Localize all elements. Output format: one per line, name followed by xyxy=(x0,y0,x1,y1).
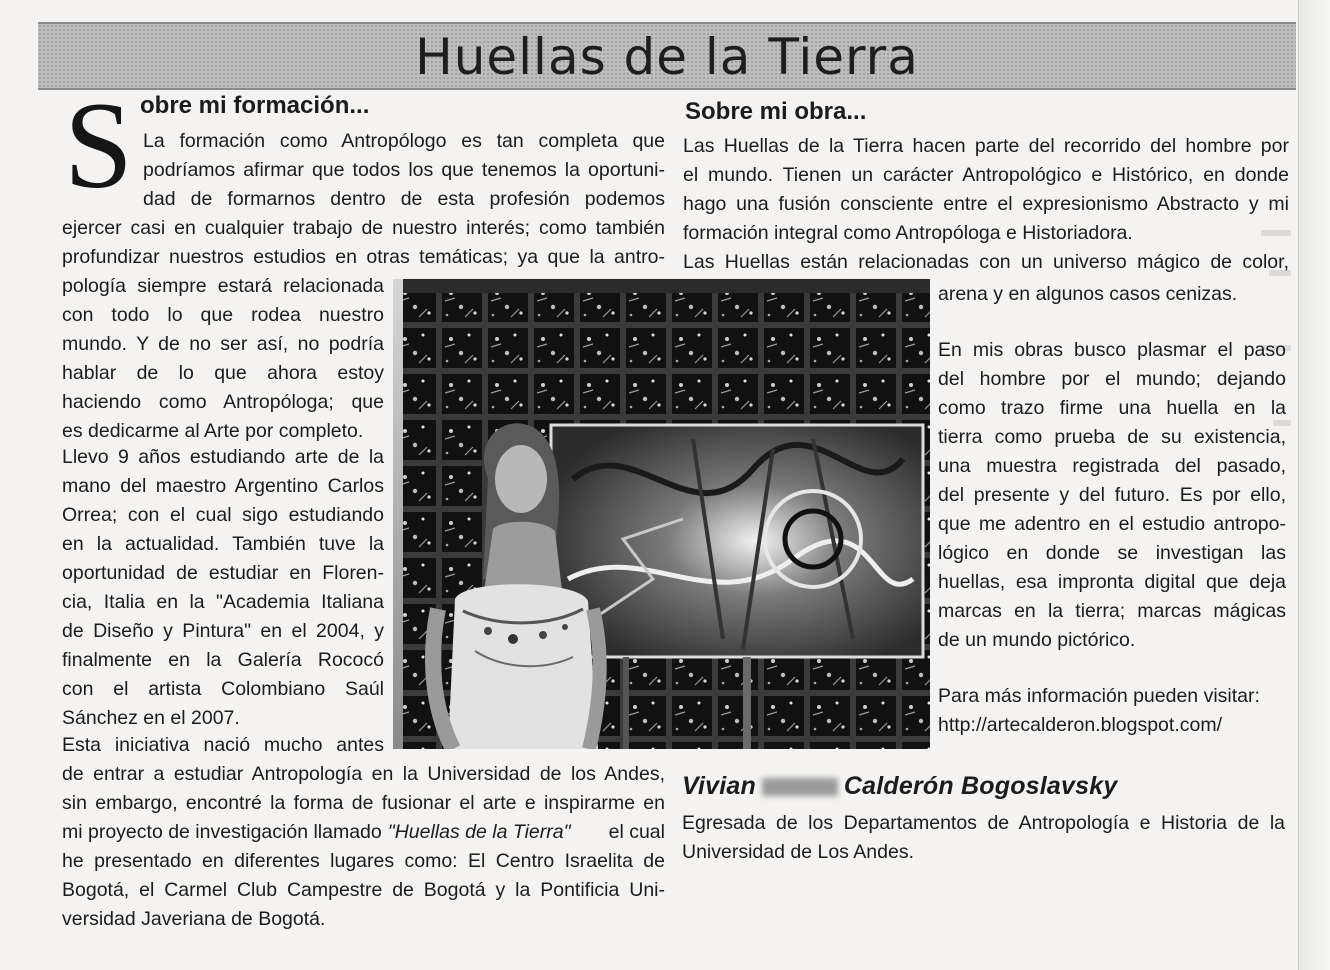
author-bio-line: Egresada de los Departamentos de Antropología e Historia de la xyxy=(682,812,1285,834)
body-line: Sánchez en el 2007. xyxy=(62,707,240,729)
body-line: de un mundo pictórico. xyxy=(938,629,1136,651)
body-line: podríamos afirmar que todos los que tenemos la oportuni- xyxy=(143,159,665,181)
section-heading-obra: Sobre mi obra... xyxy=(685,98,867,125)
project-name: "Huellas de la Tierra" xyxy=(387,821,571,843)
page-title: Huellas de la Tierra xyxy=(415,28,919,86)
body-line: profundizar nuestros estudios en otras temáticas; ya que la antro- xyxy=(62,246,665,268)
body-line: pología siempre estará relacionada xyxy=(62,275,384,297)
body-line: es dedicarme al Arte por completo. xyxy=(62,420,364,442)
body-line: del hombre por el mundo; dejando xyxy=(938,368,1286,390)
body-line: en la actualidad. También tuve la xyxy=(62,533,384,555)
body-line: Esta iniciativa nació mucho antes xyxy=(62,734,384,756)
artist-with-painting-photo xyxy=(393,279,930,749)
body-line: dad de formarnos dentro de esta profesión podemos xyxy=(143,188,665,210)
body-line: versidad Javeriana de Bogotá. xyxy=(62,908,326,930)
body-line: con el artista Colombiano Saúl xyxy=(62,678,384,700)
body-line xyxy=(62,818,665,847)
body-line: oportunidad de estudiar en Floren- xyxy=(62,562,384,584)
body-line: con todo lo que rodea nuestro xyxy=(62,304,384,326)
body-line: del presente y del futuro. Es por ello, xyxy=(938,484,1286,506)
body-text: mi proyecto de investigación llamado xyxy=(62,821,382,843)
body-line: tierra como prueba de su existencia, xyxy=(938,426,1286,448)
author-first-name: Vivian xyxy=(682,772,756,800)
author-last-name: Calderón Bogoslavsky xyxy=(843,772,1118,800)
body-line: Llevo 9 años estudiando arte de la xyxy=(62,446,384,468)
body-line: sin embargo, encontré la forma de fusionar el arte e inspirarme en xyxy=(62,792,665,814)
body-line: En mis obras busco plasmar el paso xyxy=(938,339,1286,361)
body-line: mano del maestro Argentino Carlos xyxy=(62,475,384,497)
body-line: arena y en algunos casos cenizas. xyxy=(938,283,1238,305)
body-line: Bogotá, el Carmel Club Campestre de Bogotá y la Pontificia Uni- xyxy=(62,879,665,901)
body-line: hago una fusión consciente entre el expresionismo Abstracto y mi xyxy=(683,193,1289,215)
photo-illustration xyxy=(393,279,930,749)
body-line: de entrar a estudiar Antropología en la Universidad de los Andes, xyxy=(62,763,665,785)
body-line: que me adentro en el estudio antropo- xyxy=(938,513,1286,535)
body-line: he presentado en diferentes lugares como: El Centro Israelita de xyxy=(62,850,665,872)
body-line: finalmente en la Galería Rococó xyxy=(62,649,384,671)
body-line: el mundo. Tienen un carácter Antropológico e Histórico, en donde xyxy=(683,164,1289,186)
body-line: de Diseño y Pintura" en el 2004, y xyxy=(62,620,384,642)
body-line: marcas en la tierra; marcas mágicas xyxy=(938,600,1286,622)
body-line: una muestra registrada del pasado, xyxy=(938,455,1286,477)
body-text: el cual xyxy=(603,821,665,843)
info-text: Para más información pueden visitar: xyxy=(938,685,1260,707)
body-line: haciendo como Antropóloga; que xyxy=(62,391,384,413)
author-name xyxy=(682,772,1117,801)
body-line: ejercer casi en cualquier trabajo de nuestro interés; como también xyxy=(62,217,665,239)
author-bio-line: Universidad de Los Andes. xyxy=(682,841,914,863)
blog-link[interactable]: http://artecalderon.blogspot.com/ xyxy=(938,714,1222,736)
body-line: La formación como Antropólogo es tan completa que xyxy=(143,130,665,152)
section-heading-formacion: obre mi formación... xyxy=(140,92,370,119)
bleed-mark xyxy=(1261,230,1291,236)
body-line: como trazo firme una huella en la xyxy=(938,397,1286,419)
body-line: huellas, esa impronta digital que deja xyxy=(938,571,1286,593)
body-line: lógico en donde se investigan las xyxy=(938,542,1286,564)
body-line: hablar de lo que ahora estoy xyxy=(62,362,384,384)
title-banner xyxy=(38,22,1296,90)
adjacent-page-edge xyxy=(1298,0,1330,970)
drop-cap: S xyxy=(64,77,133,214)
body-line: cia, Italia en la "Academia Italiana xyxy=(62,591,384,613)
body-line: Las Huellas están relacionadas con un universo mágico de color, xyxy=(683,251,1289,273)
body-line: mundo. Y de no ser así, no podría xyxy=(62,333,384,355)
body-line: formación integral como Antropóloga e Historiadora. xyxy=(683,222,1133,244)
body-line: Las Huellas de la Tierra hacen parte del recorrido del hombre por xyxy=(683,135,1289,157)
redacted-name xyxy=(762,778,838,796)
body-line: Orrea; con el cual sigo estudiando xyxy=(62,504,384,526)
